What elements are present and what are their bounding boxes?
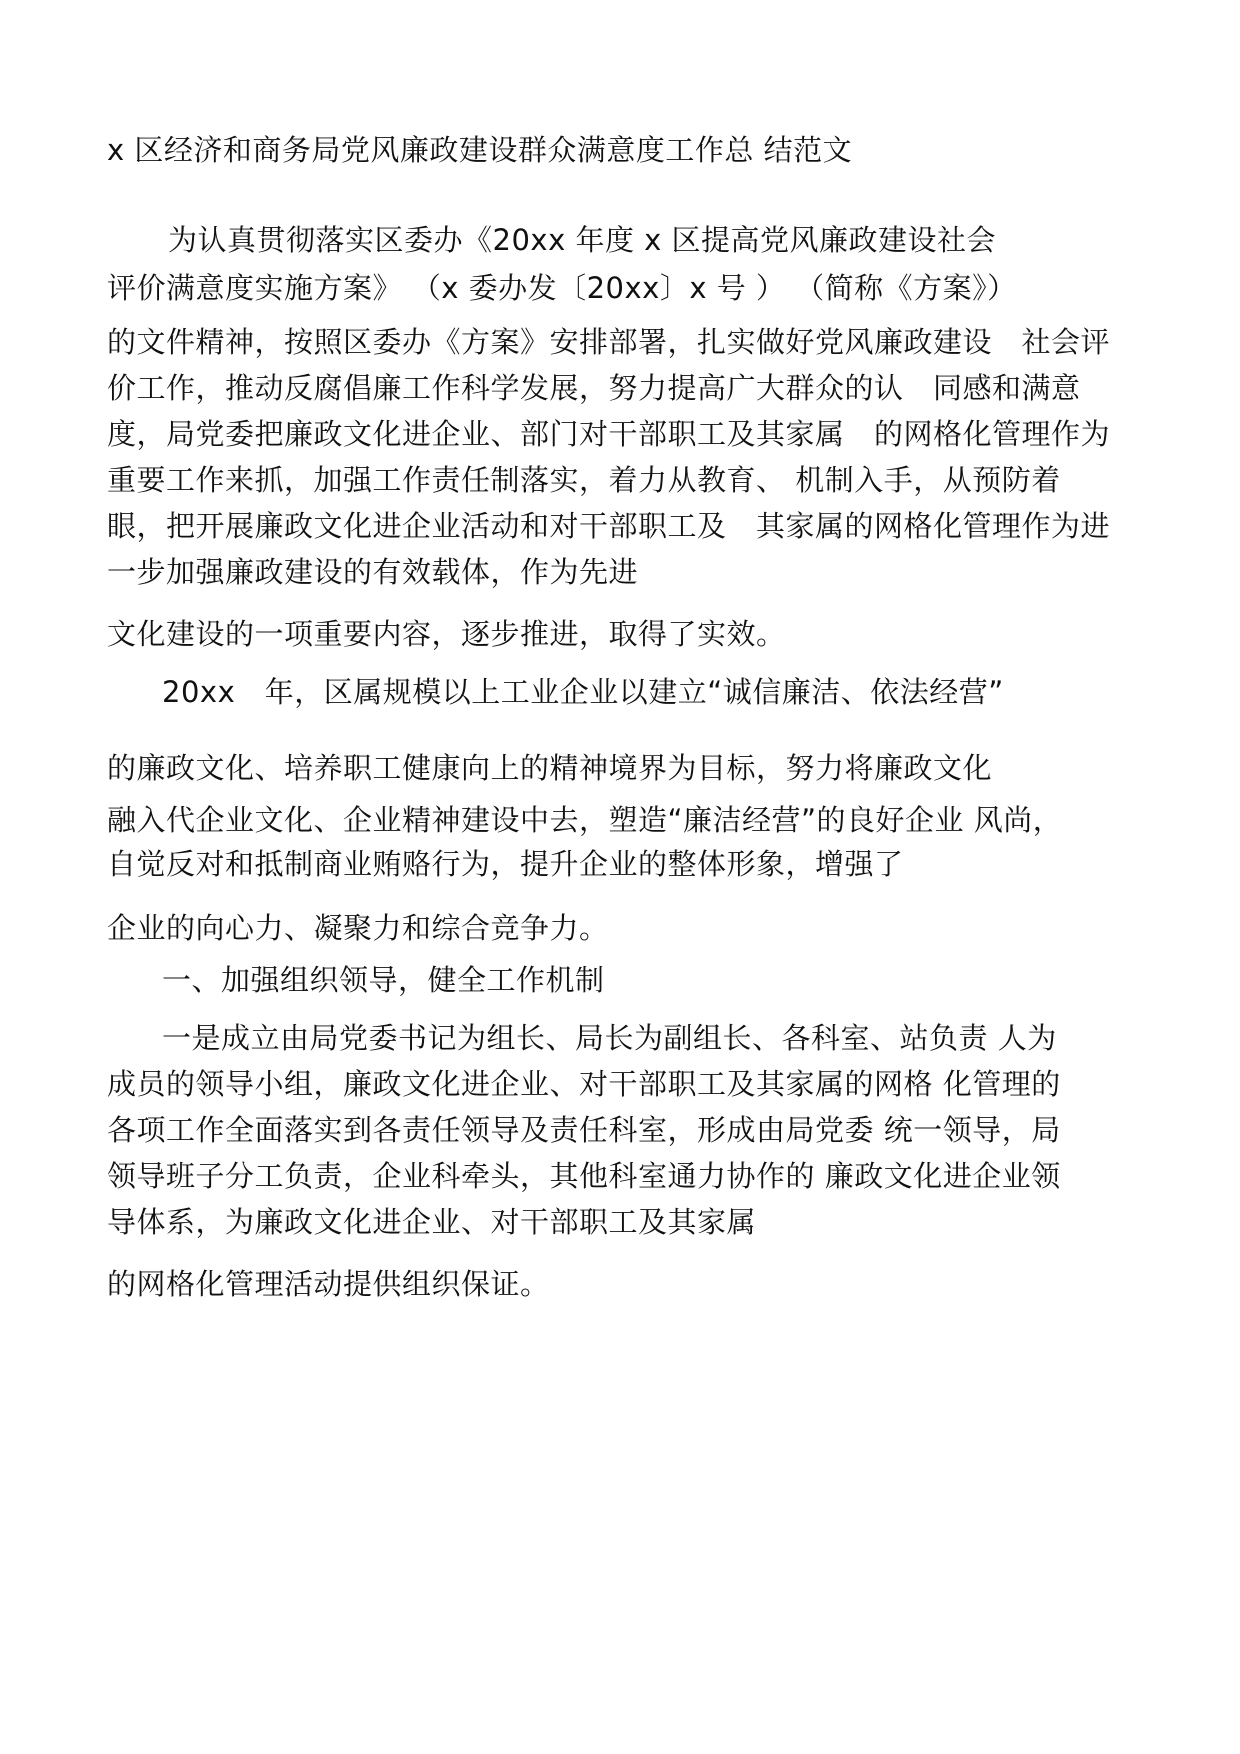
paragraph-line: 各项工作全面落实到各责任领导及责任科室，形成由局党委 统一领导，局 [107,1113,1061,1147]
paragraph-line: 自觉反对和抵制商业贿赂行为，提升企业的整体形象，增强了 [107,847,904,881]
paragraph-line: 眼，把开展廉政文化进企业活动和对干部职工及 其家属的网格化管理作为进 [107,509,1111,543]
section-heading: 一、加强组织领导，健全工作机制 [162,963,605,997]
paragraph-line: 融入代企业文化、企业精神建设中去，塑造“廉洁经营”的良好企业 风尚， [107,803,1063,837]
paragraph-line: 企业的向心力、凝聚力和综合竞争力。 [107,911,609,945]
paragraph-line: 领导班子分工负责，企业科牵头，其他科室通力协作的 廉政文化进企业领 [107,1159,1061,1193]
paragraph-line: 导体系，为廉政文化进企业、对干部职工及其家属 [107,1205,757,1239]
paragraph-line: 为认真贯彻落实区委办《20xx 年度 x 区提高党风廉政建设社会 [168,223,997,257]
paragraph-line: 一是成立由局党委书记为组长、局长为副组长、各科室、站负责 人为 [162,1021,1057,1055]
paragraph-line: 成员的领导小组，廉政文化进企业、对干部职工及其家属的网格 化管理的 [107,1067,1061,1101]
paragraph-line: 一步加强廉政建设的有效载体，作为先进 [107,555,639,589]
paragraph-line: 重要工作来抓，加强工作责任制落实，着力从教育、 机制入手，从预防着 [107,463,1061,497]
paragraph-line: 价工作，推动反腐倡廉工作科学发展，努力提高广大群众的认 同感和满意 [107,371,1081,405]
paragraph-line: 的廉政文化、培养职工健康向上的精神境界为目标，努力将廉政文化 [107,751,993,785]
paragraph-line: 评价满意度实施方案》 （x 委办发〔20xx〕x 号 ） （简称《方案》） [107,271,1017,305]
paragraph-line: 度，局党委把廉政文化进企业、部门对干部职工及其家属 的网格化管理作为 [107,417,1111,451]
paragraph-line: 文化建设的一项重要内容，逐步推进，取得了实效。 [107,617,786,651]
paragraph-line: 20xx 年，区属规模以上工业企业以建立“诚信廉洁、依法经营” [162,675,1004,709]
paragraph-line: 的文件精神，按照区委办《方案》安排部署，扎实做好党风廉政建设 社会评 [107,325,1111,359]
document-title: x 区经济和商务局党风廉政建设群众满意度工作总 结范文 [107,133,853,167]
paragraph-line: 的网格化管理活动提供组织保证。 [107,1267,550,1301]
